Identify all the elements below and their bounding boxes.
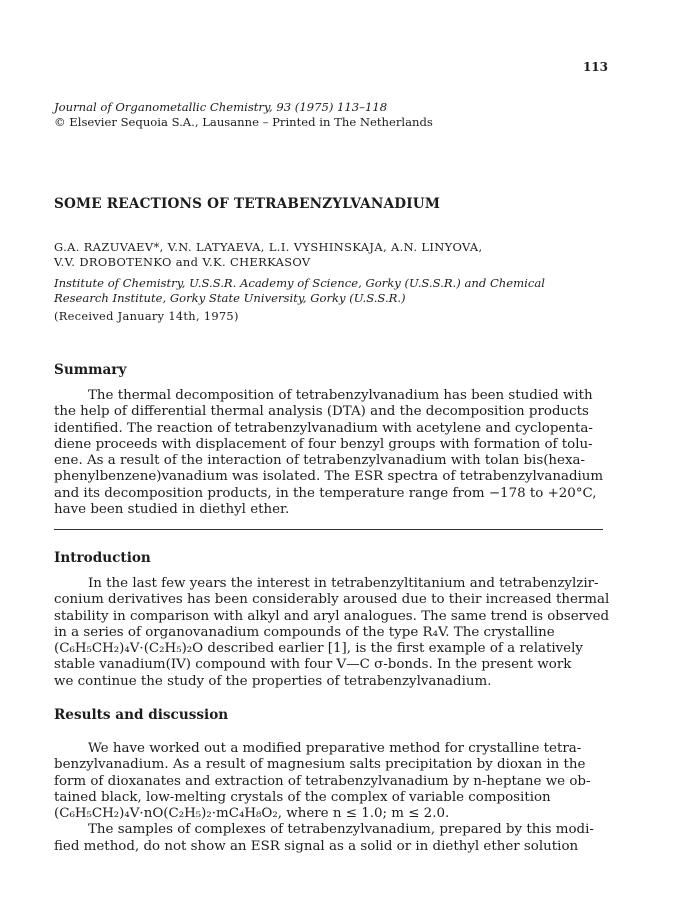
affiliation-line: Institute of Chemistry, U.S.S.R. Academy of Science, Gorky (U.S.S.R.) and Chemical [54,276,545,290]
authors-line: G.A. RAZUVAEV*, V.N. LATYAEVA, L.I. VYSHINSKAJA, A.N. LINYOVA, [54,240,483,254]
authors-block [54,240,483,270]
results-paragraph [54,741,594,855]
text-line: diene proceeds with displacement of four benzyl groups with formation of tolu- [54,436,593,452]
results-heading: Results and discussion [54,707,229,723]
received-date: (Received January 14th, 1975) [54,309,239,323]
journal-reference: Journal of Organometallic Chemistry, 93 (1975) 113–118 [54,100,388,114]
paper-title: SOME REACTIONS OF TETRABENZYLVANADIUM [54,196,441,212]
text-line: conium derivatives has been considerably aroused due to their increased thermal [54,592,610,608]
authors-line: V.V. DROBOTENKO and V.K. CHERKASOV [54,255,311,269]
text-line: phenylbenzene)vanadium was isolated. The ESR spectra of tetrabenzylvanadium [54,469,604,485]
text-line: The samples of complexes of tetrabenzylvanadium, prepared by this modi- [88,822,594,838]
copyright-line: © Elsevier Sequoia S.A., Lausanne – Printed in The Netherlands [54,115,433,129]
text-line: (C₆H₅CH₂)₄V·(C₂H₅)₂O described earlier [1], is the first example of a relatively [54,641,583,657]
text-line: and its decomposition products, in the temperature range from −178 to +20°C, [54,485,597,501]
text-line: tained black, low-melting crystals of the complex of variable composition [54,789,551,805]
text-line: The thermal decomposition of tetrabenzylvanadium has been studied with [88,388,593,403]
text-line: benzylvanadium. As a result of magnesium salts precipitation by dioxan in the [54,757,586,773]
text-line: We have worked out a modified preparative method for crystalline tetra- [88,741,582,756]
affiliation-block [54,276,545,306]
summary-paragraph [54,388,603,518]
text-line: stable vanadium(IV) compound with four V—C σ-bonds. In the present work [54,657,572,673]
text-line: In the last few years the interest in tetrabenzyltitanium and tetrabenzylzir- [88,576,599,591]
text-line: stability in comparison with alkyl and aryl analogues. The same trend is observed [54,608,610,624]
text-line: we continue the study of the properties of tetrabenzylvanadium. [54,673,492,689]
text-line: identified. The reaction of tetrabenzylvanadium with acetylene and cyclopenta- [54,420,593,436]
text-line: (C₆H₅CH₂)₄V·nO(C₂H₅)₂·mC₄H₈O₂, where n ≤ 1.0; m ≤ 2.0. [54,806,450,822]
summary-divider [54,529,603,530]
affiliation-line: Research Institute, Gorky State University, Gorky (U.S.S.R.) [54,291,406,305]
introduction-paragraph [54,576,609,690]
summary-heading: Summary [54,362,127,378]
text-line: ene. As a result of the interaction of tetrabenzylvanadium with tolan bis(hexa- [54,453,586,469]
text-line: the help of differential thermal analysis (DTA) and the decomposition products [54,404,589,420]
page-number: 113 [582,60,608,74]
text-line: form of dioxanates and extraction of tetrabenzylvanadium by n-heptane we ob- [54,773,591,789]
text-line: fied method, do not show an ESR signal as a solid or in diethyl ether solution [54,838,579,854]
text-line: have been studied in diethyl ether. [54,502,290,518]
journal-citation [54,100,433,130]
introduction-heading: Introduction [54,550,151,566]
text-line: in a series of organovanadium compounds of the type R₄V. The crystalline [54,624,555,640]
